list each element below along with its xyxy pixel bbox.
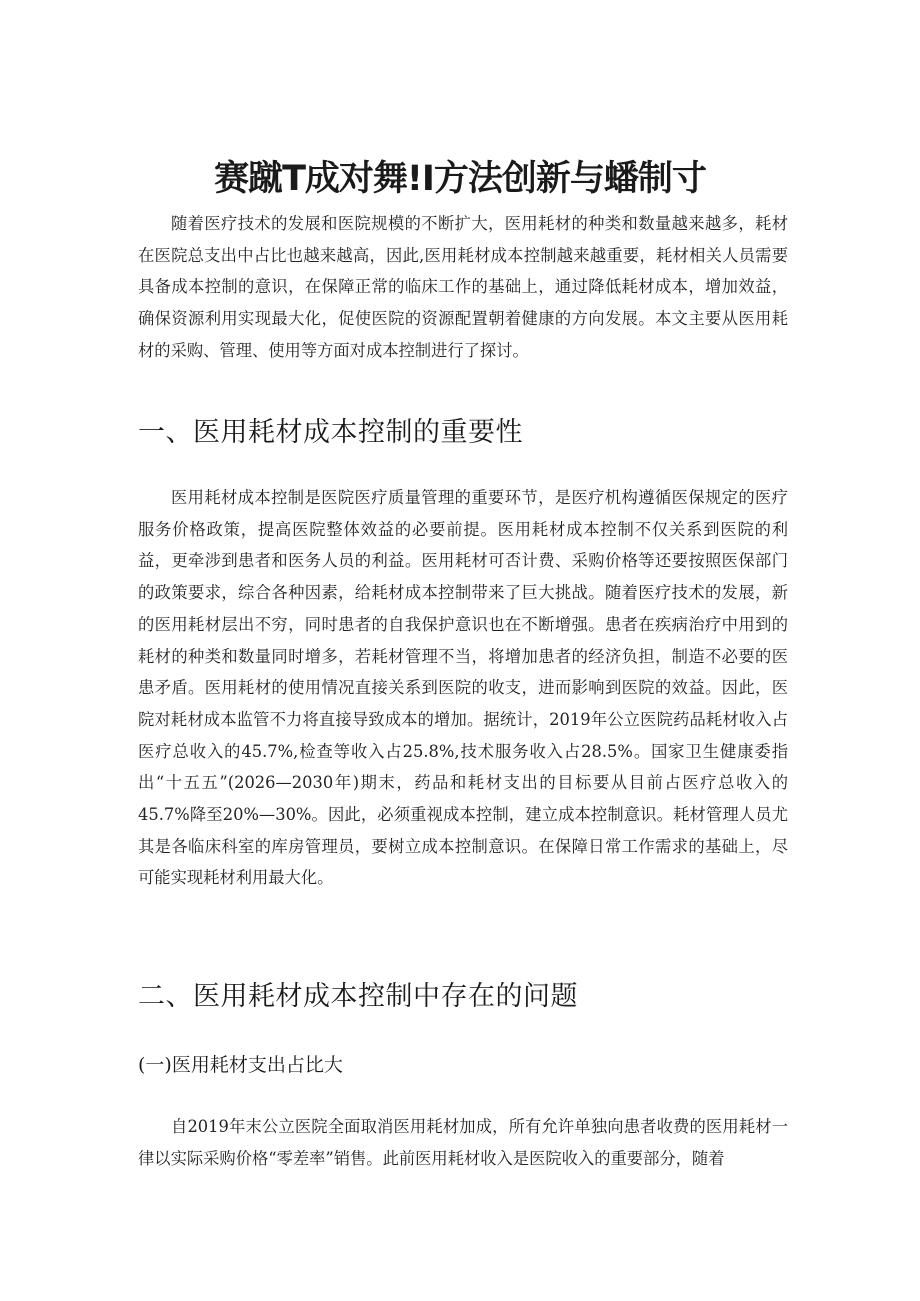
intro-paragraph: 随着医疗技术的发展和医院规模的不断扩大，医用耗材的种类和数量越来越多，耗材在医院总支出中占比也越来越高，因此,医用耗材成本控制越来越重要，耗材相关人员需要具备成本控制的意识，在保障正常的临床工作的基础上，通过降低耗材成本，增加效益，确保资源利用实现最大化，促使医院的资源配置朝着健康的方向发展。本文主要从医用耗材的采购、管理、使用等方面对成本控制进行了探讨。 — [138, 214, 788, 360]
section-1-heading: 一、医用耗材成本控制的重要性 — [138, 417, 523, 448]
section-2-heading: 二、医用耗材成本控制中存在的问题 — [138, 981, 578, 1012]
subsection-2-1-heading: (一)医用耗材支出占比大 — [138, 1054, 343, 1076]
subsection-2-1-paragraph: 自2019年末公立医院全面取消医用耗材加成，所有允许单独向患者收费的医用耗材一律以实际采购价格“零差率”销售。此前医用耗材收入是医院收入的重要部分，随着 — [138, 1117, 788, 1168]
document-title: 赛蹴T成对舞!I方法创新与蟠制寸 — [214, 159, 706, 200]
section-1-paragraph: 医用耗材成本控制是医院医疗质量管理的重要环节，是医疗机构遵循医保规定的医疗服务价格政策，提高医院整体效益的必要前提。医用耗材成本控制不仅关系到医院的利益，更牵涉到患者和医务人员的利益。医用耗材可否计费、采购价格等还要按照医保部门的政策要求，综合各种因素，给耗材成本控制带来了巨大挑战。随着医疗技术的发展，新的医用耗材层出不穷，同时患者的自我保护意识也在不断增强。患者在疾病治疗中用到的耗材的种类和数量同时增多，若耗材管理不当，将增加患者的经济负担，制造不必要的医患矛盾。医用耗材的使用情况直接关系到医院的收支，进而影响到医院的效益。因此，医院对耗材成本监管不力将直接导致成本的增加。据统计，2019年公立医院药品耗材收入占医疗总收入的45.7%,检查等收入占25.8%,技术服务收入占28.5%。国家卫生健康委指出“十五五”(2026—2030年)期末，药品和耗材支出的目标要从目前占医疗总收入的45.7%降至20%—30%。因此，必须重视成本控制，建立成本控制意识。耗材管理人员尤其是各临床科室的库房管理员，要树立成本控制意识。在保障日常工作需求的基础上，尽可能实现耗材利用最大化。 — [138, 488, 788, 888]
